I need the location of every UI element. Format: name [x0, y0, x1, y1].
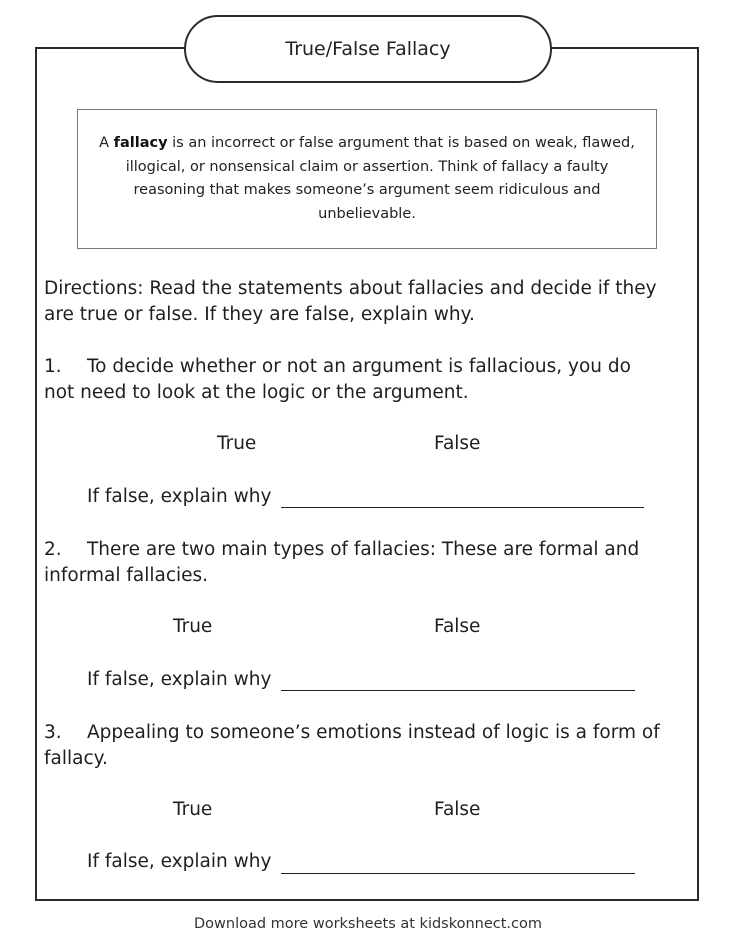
- question-1-answer-line[interactable]: [281, 507, 644, 508]
- question-2-number: 2.: [44, 539, 62, 560]
- worksheet-title: [184, 15, 552, 83]
- definition-term: fallacy: [113, 135, 168, 151]
- question-2-explain-label: If false, explain why: [87, 669, 272, 690]
- question-3-answer-line[interactable]: [281, 873, 635, 874]
- question-3-false-option[interactable]: False: [434, 799, 481, 820]
- footer-credit: Download more worksheets at kidskonnect.com: [193, 916, 543, 932]
- question-3: [44, 720, 660, 772]
- definition-prefix: A: [99, 135, 114, 151]
- directions-line-1: Directions: Read the statements about fallacies and decide if they: [44, 278, 657, 299]
- question-2-false-option[interactable]: False: [434, 616, 481, 637]
- question-2-line-1: There are two main types of fallacies: These are formal and: [87, 539, 640, 560]
- question-1-explain-label: If false, explain why: [87, 486, 272, 507]
- definition-line-1: [92, 132, 642, 156]
- directions-line-2: are true or false. If they are false, explain why.: [44, 304, 475, 325]
- question-3-true-option[interactable]: True: [173, 799, 213, 820]
- question-1-line-2: not need to look at the logic or the argument.: [44, 382, 469, 403]
- definition-line-3: reasoning that makes someone’s argument seem ridiculous and: [133, 182, 601, 198]
- question-3-number: 3.: [44, 722, 62, 743]
- definition-line-2: illogical, or nonsensical claim or assertion. Think of fallacy a faulty: [125, 158, 609, 175]
- question-1-false-option[interactable]: False: [434, 433, 481, 454]
- definition-line-4: unbelievable.: [318, 205, 416, 222]
- question-1-number: 1.: [44, 356, 62, 377]
- question-3-explain-label: If false, explain why: [87, 851, 272, 872]
- question-2-answer-line[interactable]: [281, 690, 635, 691]
- question-3-line-1: Appealing to someone’s emotions instead of logic is a form of: [87, 722, 660, 743]
- question-2-line-2: informal fallacies.: [44, 565, 209, 586]
- directions: [44, 276, 657, 328]
- question-1-line-1: To decide whether or not an argument is fallacious, you do: [87, 356, 631, 377]
- definition-box: [77, 109, 657, 249]
- question-1: [44, 354, 631, 406]
- definition-line1-rest: is an incorrect or false argument that is based on weak, flawed,: [167, 135, 635, 151]
- question-3-line-2: fallacy.: [44, 748, 108, 769]
- question-2-true-option[interactable]: True: [173, 616, 213, 637]
- question-2: [44, 537, 639, 589]
- question-1-true-option[interactable]: True: [217, 433, 257, 454]
- title-text: True/False Fallacy: [285, 38, 451, 60]
